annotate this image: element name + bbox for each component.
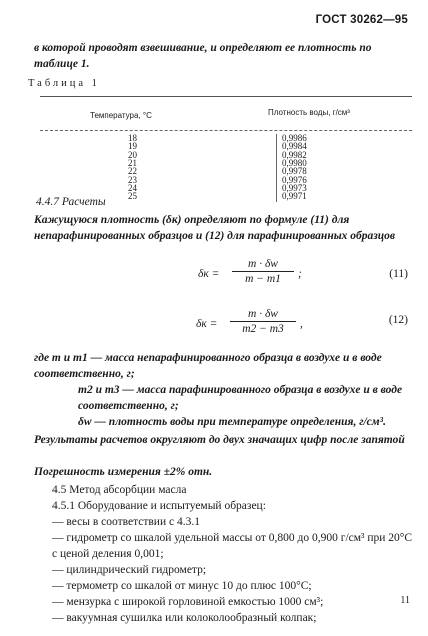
table-cell-density: 0,9986 xyxy=(282,133,307,143)
equipment-list-item: — термометр со шкалой от минус 10 до плюс 100°C; xyxy=(52,580,312,592)
table-cell-temperature: 19 xyxy=(128,141,137,152)
table-cell-temperature: 24 xyxy=(128,182,137,193)
table-cell-temperature: 23 xyxy=(128,174,137,185)
formula-12-denominator: m2 − m3 xyxy=(242,323,284,335)
formula-12-tail: , xyxy=(300,318,303,330)
table-cell-temperature: 20 xyxy=(128,149,137,160)
formula-11-lhs: δк = xyxy=(198,268,220,280)
formula-11-denominator: m − m1 xyxy=(245,273,281,285)
table-title: Таблица 1 xyxy=(28,78,100,89)
table-cell-temperature: 22 xyxy=(128,166,137,177)
table-cell-density: 0,9971 xyxy=(282,191,307,202)
table-cell-temperature: 18 xyxy=(128,133,137,143)
table-cell-density: 0,9973 xyxy=(282,182,307,193)
results-rounding: Результаты расчетов округляют до двух значащих цифр после запятой xyxy=(34,434,405,446)
table-cell-temperature: 21 xyxy=(128,157,137,168)
formula-11-tail: ; xyxy=(298,268,302,280)
equipment-list-item: — весы в соответствии с 4.3.1 xyxy=(52,516,200,528)
table-cell-density: 0,9984 xyxy=(282,141,307,152)
formula-12-number: (12) xyxy=(388,314,408,326)
equipment-list-item: — мензурка с широкой горловиной емкостью 1000 см³; xyxy=(52,596,324,608)
table-cell-density: 0,9976 xyxy=(282,174,307,185)
calc-intro: Кажущуюся плотность (δк) определяют по формуле (11) для непарафинированных образцов и (12) для парафинированных образцов xyxy=(34,214,396,242)
measurement-error: Погрешность измерения ±2% отн. xyxy=(34,466,213,478)
table-cell-density: 0,9982 xyxy=(282,149,307,160)
where-m2-m3: m2 и m3 — масса парафинированного образца в воздухе и в воде соответственно, г; xyxy=(78,384,403,412)
table-cell-temperature: 25 xyxy=(128,191,137,202)
equipment-list-item: — вакуумная сушилка или колоколообразный колпак; xyxy=(52,612,317,624)
section-4-4-7: 4.4.7 Расчеты xyxy=(36,196,106,208)
formula-11-numerator: m · δw xyxy=(248,258,278,270)
table-cell-density: 0,9978 xyxy=(282,166,307,177)
equipment-list-item: — цилиндрический гидрометр; xyxy=(52,564,207,576)
formula-12-lhs: δк = xyxy=(196,318,218,330)
section-4-5-1: 4.5.1 Оборудование и испытуемый образец: xyxy=(52,500,266,512)
where-m-m1: где m и m1 — масса непарафинированного образца в воздухе и в воде соответственно, г; xyxy=(34,352,382,380)
formula-11-number: (11) xyxy=(389,268,408,280)
formula-12-fraction xyxy=(230,308,296,335)
table-header-density: Плотность воды, г/см³ xyxy=(268,108,350,117)
formula-12-numerator: m · δw xyxy=(248,308,278,320)
equipment-list-item: — гидрометр со шкалой удельной массы от 0,800 до 0,900 г/см³ при 20°C с ценой деления 0,001; xyxy=(52,532,413,560)
section-4-5: 4.5 Метод абсорбции масла xyxy=(52,484,187,496)
formula-11-fraction xyxy=(232,258,294,285)
document-header: ГОСТ 30262—95 xyxy=(315,14,408,26)
intro-paragraph: в которой проводят взвешивание, и определяют ее плотность по таблице 1. xyxy=(34,42,372,70)
table-cell-density: 0,9980 xyxy=(282,157,307,168)
page-number: 11 xyxy=(400,595,410,606)
where-delta-w: δw — плотность воды при температуре определения, г/см³. xyxy=(78,416,386,428)
table-header-temperature: Температура, °C xyxy=(90,111,152,120)
